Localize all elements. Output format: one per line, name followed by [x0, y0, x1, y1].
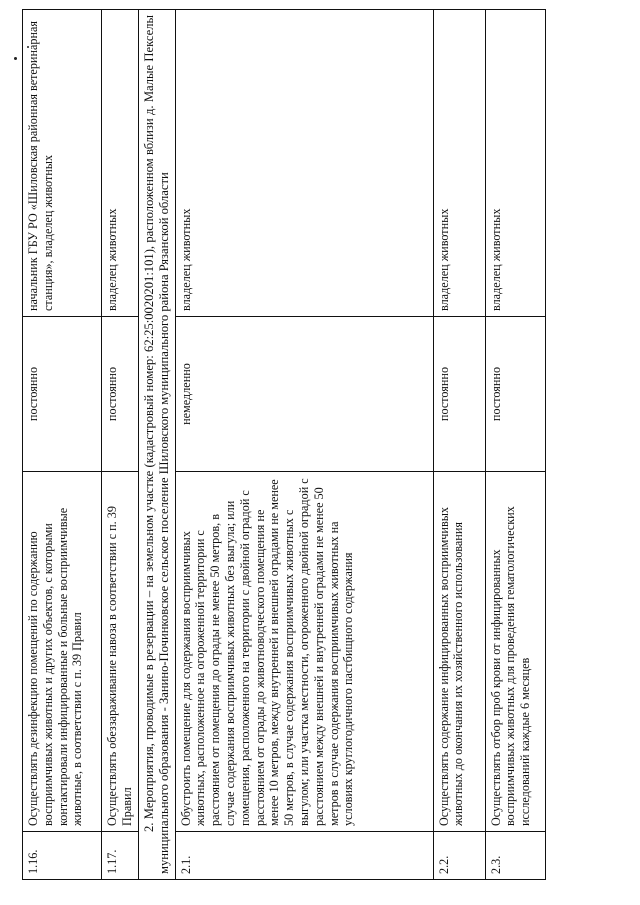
section-row: [138, 10, 175, 880]
section-2-title: 2. Мероприятия, проводимые в резервации – на земельном участке (кадастровый номер: 62:25:0020201:101), расположенном вблизи д. Малые Пекселы муниципального образования - Занино-Починковское сельское поселение Шиловского муниципального района Рязанской области: [141, 15, 171, 874]
table-row: [175, 10, 433, 880]
term-text: немедленно: [175, 317, 433, 472]
action-text: Осуществлять обеззараживание навоза в соответствии с п. 39 Правил: [102, 472, 139, 832]
responsible-text: владелец животных: [102, 10, 139, 317]
action-text: Обустроить помещение для содержания восприимчивых животных, расположенное на огороженной территории с расстоянием от помещения до ограды не менее 50 метров, в случае содержания восприимчивых животных без выгула; или помещения, расположенного на территории с двойной оградой с расстоянием от ограды до животноводческого помещения не менее 10 метров, между внутренней и внешней оградами не менее 50 метров, в случае содержания восприимчивых животных с выгулом; или участка местности, огороженного двойной оградой с расстоянием между внешней и внутренней оградами не менее 50 метров в случае содержания восприимчивых животных на условиях круглогодичного пастбищного содержания: [175, 472, 433, 832]
action-text: Осуществлять дезинфекцию помещений по содержанию восприимчивых животных и других объектов, с которыми контактировали инфицированные и больные восприимчивые животные, в соответствии с п. 39 Правил: [23, 472, 102, 832]
measures-table: [22, 9, 546, 880]
responsible-text: владелец животных: [175, 10, 433, 317]
responsible-text: начальник ГБУ РО «Шиловская районная ветеринарная станция», владелец животных: [23, 10, 102, 317]
table-row: [485, 10, 545, 880]
table-row: [433, 10, 485, 880]
table-row: [102, 10, 139, 880]
section-2-title-cell: [138, 10, 175, 880]
term-text: постоянно: [433, 317, 485, 472]
action-text: Осуществлять содержание инфицированных восприимчивых животных до окончания их хозяйственного использования: [433, 472, 485, 832]
table-row: [23, 10, 102, 880]
responsible-text: владелец животных: [485, 10, 545, 317]
term-text: постоянно: [102, 317, 139, 472]
row-number: 2.1.: [175, 832, 433, 880]
row-number: 1.16.: [23, 832, 102, 880]
term-text: постоянно: [485, 317, 545, 472]
row-number: 1.17.: [102, 832, 139, 880]
action-text: Осуществлять отбор проб крови от инфицированных восприимчивых животных для проведения гематологических исследований каждые 6 месяцев: [485, 472, 545, 832]
term-text: постоянно: [23, 317, 102, 472]
row-number: 2.3.: [485, 832, 545, 880]
row-number: 2.2.: [433, 832, 485, 880]
responsible-text: владелец животных: [433, 10, 485, 317]
